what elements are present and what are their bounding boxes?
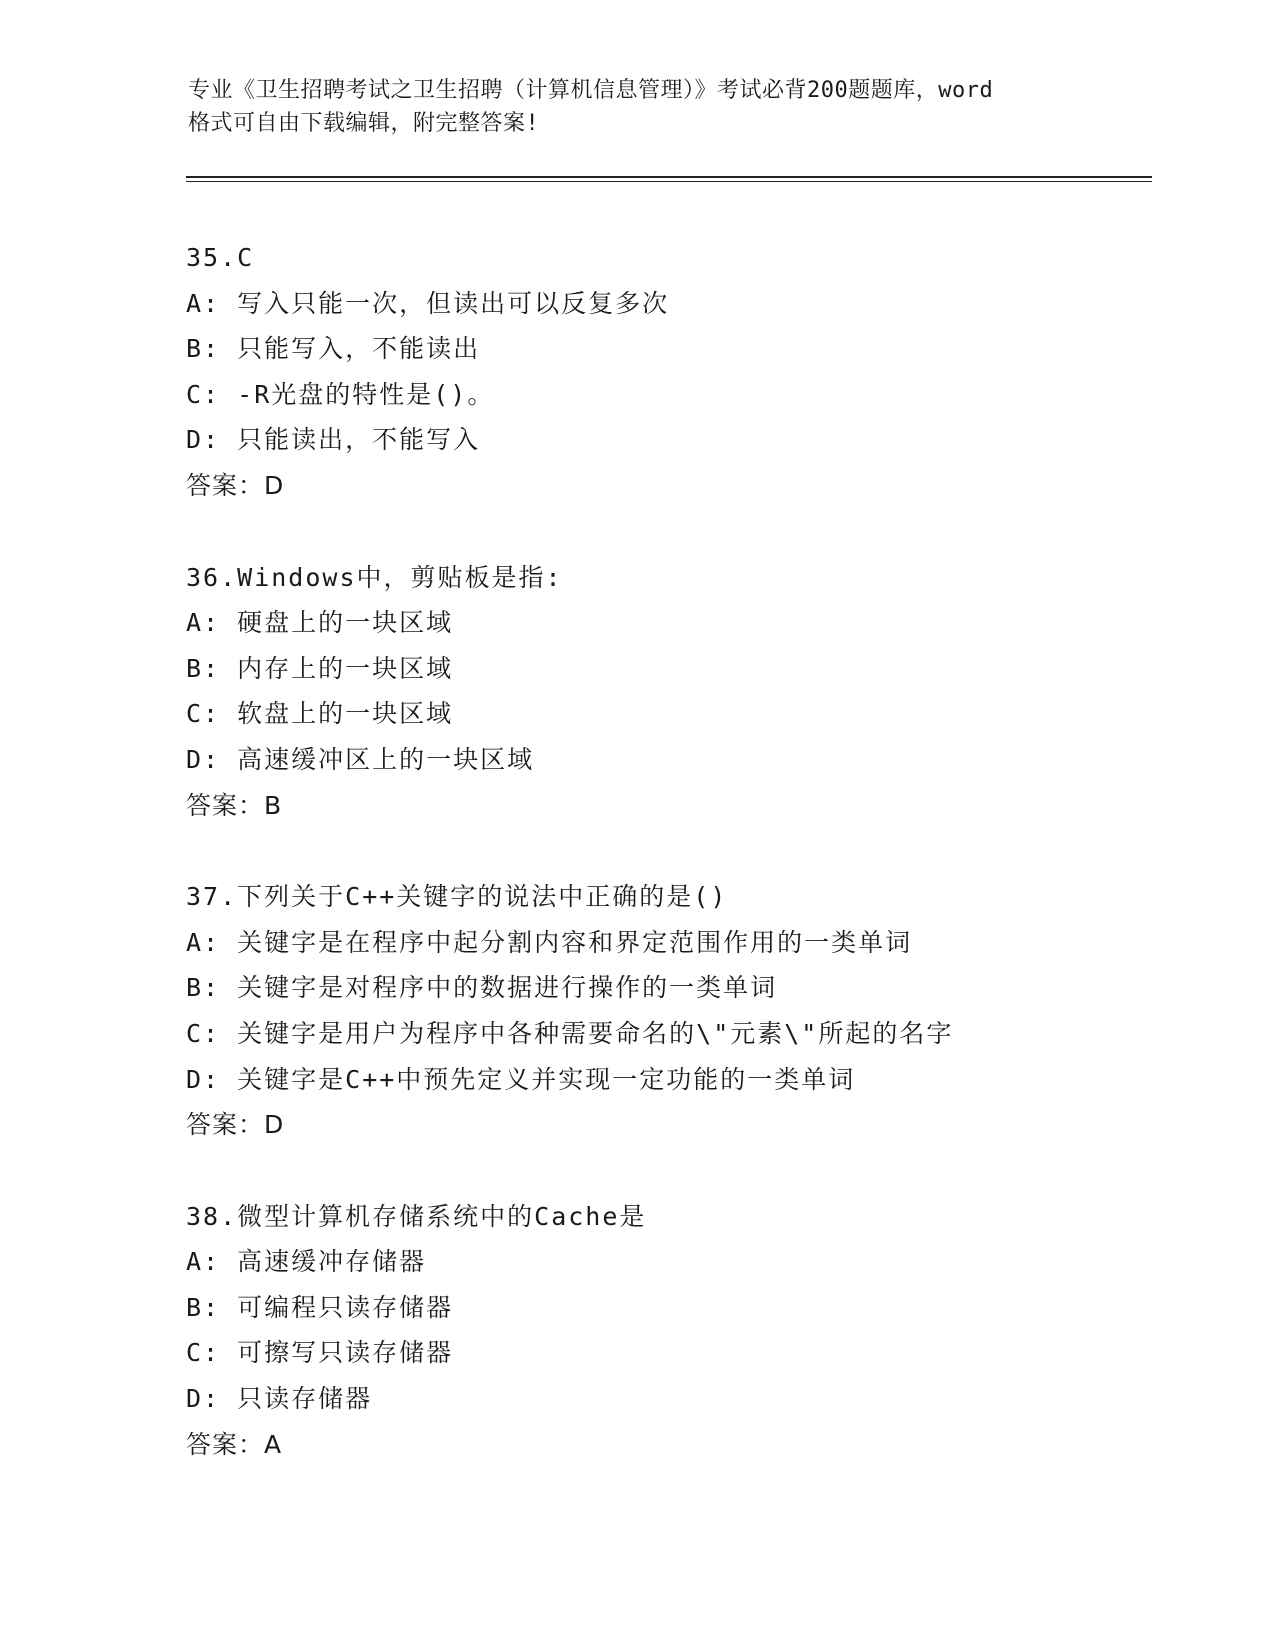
question-list [186, 235, 1186, 1513]
option-d: D: 关键字是C++中预先定义并实现一定功能的一类单词 [186, 1064, 856, 1094]
option-d: D: 高速缓冲区上的一块区域 [186, 744, 535, 774]
answer-line: 答案：D [186, 1110, 285, 1140]
option-c: C: 关键字是用户为程序中各种需要命名的\"元素\"所起的名字 [186, 1018, 954, 1048]
option-a: A: 高速缓冲存储器 [186, 1247, 427, 1277]
option-b: B: 关键字是对程序中的数据进行操作的一类单词 [186, 973, 778, 1003]
question-38 [186, 1194, 1186, 1468]
answer-line: 答案：D [186, 470, 285, 500]
header-divider-thick [186, 176, 1152, 178]
question-37 [186, 874, 1186, 1148]
option-a: A: 写入只能一次，但读出可以反复多次 [186, 288, 670, 318]
header-divider-thin [186, 181, 1152, 182]
header-line-2: 格式可自由下载编辑，附完整答案! [188, 111, 540, 136]
document-header [188, 74, 1088, 140]
question-36 [186, 555, 1186, 829]
option-c: C: -R光盘的特性是()。 [186, 379, 495, 409]
option-b: B: 可编程只读存储器 [186, 1292, 454, 1322]
option-a: A: 硬盘上的一块区域 [186, 608, 454, 638]
question-stem: 38.微型计算机存储系统中的Cache是 [186, 1201, 647, 1231]
option-c: C: 可擦写只读存储器 [186, 1338, 454, 1368]
question-35 [186, 235, 1186, 509]
option-c: C: 软盘上的一块区域 [186, 699, 454, 729]
option-b: B: 内存上的一块区域 [186, 653, 454, 683]
option-b: B: 只能写入，不能读出 [186, 334, 481, 364]
question-stem: 36.Windows中，剪贴板是指: [186, 562, 563, 592]
option-d: D: 只读存储器 [186, 1384, 373, 1414]
header-line-1: 专业《卫生招聘考试之卫生招聘（计算机信息管理）》考试必背200题题库，word [188, 78, 994, 103]
option-a: A: 关键字是在程序中起分割内容和界定范围作用的一类单词 [186, 927, 913, 957]
answer-line: 答案：B [186, 790, 283, 820]
option-d: D: 只能读出，不能写入 [186, 425, 481, 455]
question-stem: 35.C [186, 243, 255, 272]
answer-line: 答案：A [186, 1429, 283, 1459]
question-stem: 37.下列关于C++关键字的说法中正确的是() [186, 882, 728, 912]
